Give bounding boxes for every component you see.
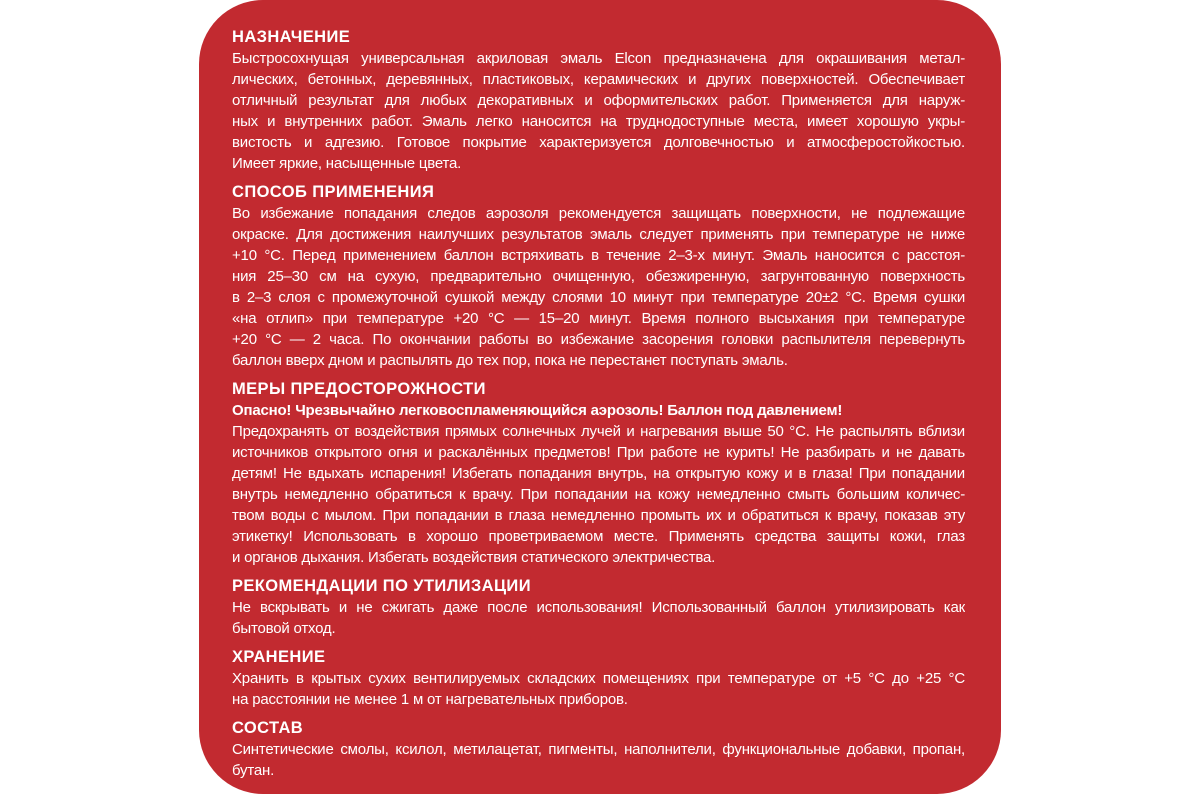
- body-paragraph: [232, 668, 965, 710]
- text-line: и органов дыхания. Избегать воздействия статического электричества.: [232, 549, 716, 566]
- text-line: на расстоянии не менее 1 м от нагревательных приборов.: [232, 691, 628, 708]
- text-line: баллон вверх дном и распылять до тех пор, пока не перестанет поступать эмаль.: [232, 352, 788, 369]
- section-title: СОСТАВ: [232, 719, 304, 737]
- text-line: источников открытого огня и раскалённых предметов! При работе не курить! Не разбирать и не давать: [232, 444, 965, 461]
- text-line: бутан.: [232, 762, 275, 779]
- section-title: СПОСОБ ПРИМЕНЕНИЯ: [232, 183, 435, 201]
- text-line: ных и внутренних работ. Эмаль легко наносится на труднодоступные места, имеет хорошую укры-: [232, 113, 965, 130]
- text-line: +20 °C — 2 часа. По окончании работы во избежание засорения головки распылителя перевернуть: [232, 331, 965, 348]
- text-line: Синтетические смолы, ксилол, метилацетат, пигменты, наполнители, функциональные добавки, пропан,: [232, 741, 965, 758]
- text-line: Не вскрывать и не сжигать даже после использования! Использованный баллон утилизировать как: [232, 599, 965, 616]
- text-line: твом воды с мылом. При попадании в глаза немедленно промыть их и обратиться к врачу, показав эту: [232, 507, 965, 524]
- label-section: [232, 647, 965, 710]
- label-section: [232, 718, 965, 781]
- text-line: внутрь немедленно обратиться к врачу. При попадании на кожу немедленно смыть большим количес-: [232, 486, 965, 503]
- text-line: +10 °C. Перед применением баллон встряхивать в течение 2–3-х минут. Эмаль наносится с расстоя-: [232, 247, 965, 264]
- warning-paragraph: [232, 400, 965, 421]
- label-card: [199, 0, 1001, 794]
- section-title: ХРАНЕНИЕ: [232, 648, 326, 666]
- text-line: отличный результат для любых декоративных и оформительских работ. Применяется для наруж-: [232, 92, 965, 109]
- body-paragraph: [232, 48, 965, 174]
- label-section: [232, 379, 965, 568]
- text-line: ния 25–30 см на сухую, предварительно очищенную, обезжиренную, загрунтованную поверхность: [232, 268, 965, 285]
- label-section: [232, 182, 965, 371]
- section-title: РЕКОМЕНДАЦИИ ПО УТИЛИЗАЦИИ: [232, 577, 531, 595]
- text-line: Опасно! Чрезвычайно легковоспламеняющийся аэрозоль! Баллон под давлением!: [232, 402, 843, 419]
- text-line: вистость и адгезию. Готовое покрытие характеризуется долговечностью и атмосферостойкостью.: [232, 134, 965, 151]
- body-paragraph: [232, 421, 965, 568]
- body-paragraph: [232, 739, 965, 781]
- text-line: Предохранять от воздействия прямых солнечных лучей и нагревания выше 50 °C. Не распылять вблизи: [232, 423, 965, 440]
- body-paragraph: [232, 597, 965, 639]
- label-section: [232, 27, 965, 174]
- text-line: Быстросохнущая универсальная акриловая эмаль Elcon предназначена для окрашивания метал-: [232, 50, 965, 67]
- body-paragraph: [232, 203, 965, 371]
- text-line: детям! Не вдыхать испарения! Избегать попадания внутрь, на открытую кожу и в глаза! При попадании: [232, 465, 965, 482]
- text-line: Имеет яркие, насыщенные цвета.: [232, 155, 462, 172]
- text-line: этикетку! Использовать в хорошо проветриваемом месте. Применять средства защиты кожи, глаз: [232, 528, 965, 545]
- section-title: МЕРЫ ПРЕДОСТОРОЖНОСТИ: [232, 380, 486, 398]
- text-line: бытовой отход.: [232, 620, 336, 637]
- label-section: [232, 576, 965, 639]
- section-title: НАЗНАЧЕНИЕ: [232, 28, 351, 46]
- text-line: окраске. Для достижения наилучших результатов эмаль следует применять при температуре не ниже: [232, 226, 965, 243]
- text-line: Хранить в крытых сухих вентилируемых складских помещениях при температуре от +5 °C до +25 °C: [232, 670, 965, 687]
- text-line: в 2–3 слоя с промежуточной сушкой между слоями 10 минут при температуре 20±2 °C. Время сушки: [232, 289, 965, 306]
- text-line: лических, бетонных, деревянных, пластиковых, керамических и других поверхностей. Обеспечивает: [232, 71, 965, 88]
- text-line: «на отлип» при температуре +20 °C — 15–20 минут. Время полного высыхания при температуре: [232, 310, 965, 327]
- text-line: Во избежание попадания следов аэрозоля рекомендуется защищать поверхности, не подлежащие: [232, 205, 965, 222]
